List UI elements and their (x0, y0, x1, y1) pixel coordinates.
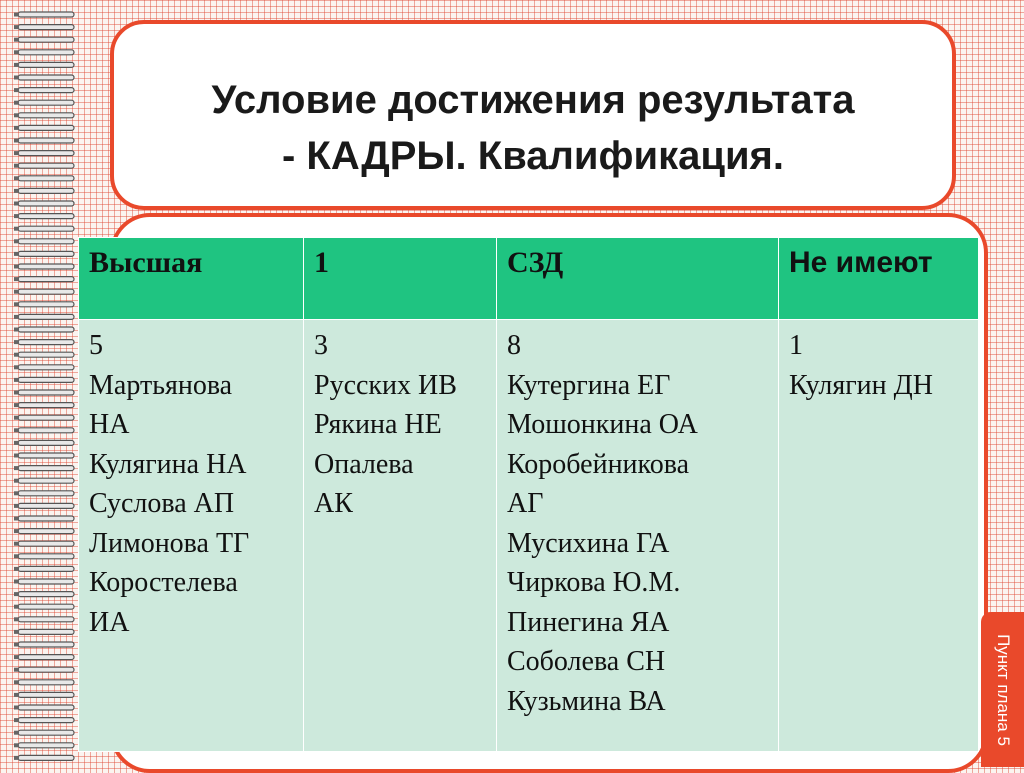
header-szd: СЗД (497, 238, 779, 320)
spiral-ring (18, 692, 74, 697)
spiral-hole (14, 265, 19, 269)
spiral-ring (18, 251, 74, 256)
cell-none (779, 320, 979, 752)
spiral-ring (18, 491, 74, 496)
spiral-hole (14, 466, 19, 470)
spiral-hole (14, 164, 19, 168)
spiral-ring (18, 642, 74, 647)
plan-item-tab (981, 612, 1024, 767)
list-item: Русских ИВ (314, 369, 457, 401)
spiral-hole (14, 731, 19, 735)
cell-highest (79, 320, 304, 752)
spiral-ring (18, 428, 74, 433)
spiral-ring (18, 37, 74, 42)
spiral-ring (18, 302, 74, 307)
spiral-hole (14, 491, 19, 495)
count-first: 3 (314, 330, 328, 361)
spiral-ring (18, 62, 74, 67)
spiral-ring (18, 604, 74, 609)
spiral-hole (14, 277, 19, 281)
spiral-hole (14, 353, 19, 357)
count-highest: 5 (89, 330, 103, 361)
spiral-hole (14, 76, 19, 80)
spiral-ring (18, 705, 74, 710)
spiral-ring (18, 743, 74, 748)
qualification-table (78, 237, 979, 752)
spiral-ring (18, 592, 74, 597)
spiral-hole (14, 403, 19, 407)
spiral-hole (14, 680, 19, 684)
spiral-hole (14, 567, 19, 571)
spiral-hole (14, 113, 19, 117)
spiral-ring (18, 151, 74, 156)
spiral-hole (14, 592, 19, 596)
list-item: Коростелева (89, 567, 238, 598)
header-first: 1 (304, 238, 497, 320)
spiral-hole (14, 693, 19, 697)
spiral-ring (18, 755, 74, 760)
spiral-ring (18, 667, 74, 672)
count-szd: 8 (507, 330, 521, 361)
spiral-hole (14, 378, 19, 382)
list-item: Кулягина НА (89, 448, 247, 480)
spiral-hole (14, 340, 19, 344)
list-item: Чиркова Ю.М. (507, 567, 681, 598)
list-item: Кузьмина ВА (507, 685, 666, 717)
list-item: АГ (507, 488, 544, 519)
spiral-ring (18, 466, 74, 471)
spiral-hole (14, 391, 19, 395)
spiral-ring (18, 629, 74, 634)
slide-title-line-2: - КАДРЫ. Квалификация. (282, 134, 784, 178)
notebook-spiral-binding (0, 0, 80, 767)
spiral-ring (18, 390, 74, 395)
spiral-ring (18, 478, 74, 483)
spiral-ring (18, 730, 74, 735)
spiral-hole (14, 517, 19, 521)
list-item: Суслова АП (89, 488, 235, 519)
spiral-ring (18, 579, 74, 584)
spiral-ring (18, 403, 74, 408)
cell-szd (497, 320, 779, 752)
spiral-hole (14, 25, 19, 29)
spiral-ring (18, 314, 74, 319)
spiral-hole (14, 441, 19, 445)
list-item: Рякина НЕ (314, 409, 442, 440)
count-none: 1 (789, 330, 803, 361)
spiral-ring (18, 352, 74, 357)
spiral-hole (14, 290, 19, 294)
spiral-hole (14, 529, 19, 533)
spiral-hole (14, 365, 19, 369)
list-item: АК (314, 488, 353, 519)
spiral-ring (18, 503, 74, 508)
title-panel (110, 20, 956, 210)
spiral-hole (14, 706, 19, 710)
spiral-hole (14, 328, 19, 332)
header-none: Не имеют (779, 238, 979, 320)
spiral-hole (14, 151, 19, 155)
spiral-ring (18, 50, 74, 55)
spiral-hole (14, 504, 19, 508)
spiral-ring (18, 88, 74, 93)
spiral-ring (18, 176, 74, 181)
spiral-ring (18, 327, 74, 332)
plan-item-label: Пункт плана 5 (993, 633, 1013, 746)
spiral-hole (14, 617, 19, 621)
table-header-row (79, 238, 979, 320)
spiral-ring (18, 453, 74, 458)
spiral-hole (14, 630, 19, 634)
spiral-ring (18, 125, 74, 130)
spiral-ring (18, 554, 74, 559)
spiral-hole (14, 542, 19, 546)
spiral-hole (14, 13, 19, 17)
spiral-ring (18, 12, 74, 17)
spiral-ring (18, 541, 74, 546)
spiral-hole (14, 605, 19, 609)
spiral-ring (18, 188, 74, 193)
list-item: ИА (89, 606, 130, 638)
slide-title (114, 72, 952, 184)
list-item: Коробейникова (507, 448, 689, 480)
spiral-ring (18, 516, 74, 521)
spiral-ring (18, 75, 74, 80)
spiral-hole (14, 214, 19, 218)
list-item: Лимонова ТГ (89, 527, 250, 559)
spiral-hole (14, 189, 19, 193)
spiral-hole (14, 302, 19, 306)
list-item: Мартьянова (89, 369, 233, 401)
spiral-hole (14, 655, 19, 659)
spiral-hole (14, 126, 19, 130)
spiral-ring (18, 617, 74, 622)
spiral-ring (18, 440, 74, 445)
spiral-hole (14, 202, 19, 206)
spiral-hole (14, 176, 19, 180)
spiral-ring (18, 201, 74, 206)
spiral-ring (18, 365, 74, 370)
spiral-hole (14, 479, 19, 483)
spiral-hole (14, 756, 19, 760)
table-row (79, 320, 979, 752)
spiral-hole (14, 668, 19, 672)
spiral-ring (18, 264, 74, 269)
list-item: Опалева (314, 448, 414, 480)
spiral-ring (18, 340, 74, 345)
spiral-hole (14, 252, 19, 256)
spiral-ring (18, 239, 74, 244)
spiral-ring (18, 25, 74, 30)
spiral-ring (18, 718, 74, 723)
spiral-ring (18, 289, 74, 294)
spiral-hole (14, 718, 19, 722)
list-item: Мусихина ГА (507, 527, 670, 559)
spiral-ring (18, 163, 74, 168)
spiral-hole (14, 580, 19, 584)
list-item: Мошонкина ОА (507, 409, 698, 440)
cell-first (304, 320, 497, 752)
spiral-ring (18, 377, 74, 382)
spiral-ring (18, 214, 74, 219)
spiral-hole (14, 743, 19, 747)
spiral-hole (14, 554, 19, 558)
spiral-hole (14, 227, 19, 231)
spiral-ring (18, 277, 74, 282)
spiral-ring (18, 113, 74, 118)
spiral-hole (14, 416, 19, 420)
spiral-hole (14, 101, 19, 105)
spiral-ring (18, 226, 74, 231)
spiral-ring (18, 680, 74, 685)
slide-title-line-1: Условие достижения результата (211, 78, 855, 122)
spiral-ring (18, 566, 74, 571)
header-highest: Высшая (79, 238, 304, 320)
list-item: Кулягин ДН (789, 369, 933, 401)
spiral-hole (14, 38, 19, 42)
spiral-hole (14, 63, 19, 67)
spiral-hole (14, 139, 19, 143)
spiral-hole (14, 428, 19, 432)
list-item: Пинегина ЯА (507, 606, 670, 638)
list-item: Соболева СН (507, 646, 666, 677)
spiral-ring (18, 415, 74, 420)
spiral-hole (14, 643, 19, 647)
spiral-hole (14, 315, 19, 319)
spiral-ring (18, 138, 74, 143)
list-item: Кутергина ЕГ (507, 369, 671, 401)
spiral-hole (14, 50, 19, 54)
spiral-hole (14, 454, 19, 458)
spiral-ring (18, 100, 74, 105)
spiral-hole (14, 88, 19, 92)
spiral-hole (14, 239, 19, 243)
list-item: НА (89, 409, 130, 440)
spiral-ring (18, 655, 74, 660)
spiral-ring (18, 529, 74, 534)
